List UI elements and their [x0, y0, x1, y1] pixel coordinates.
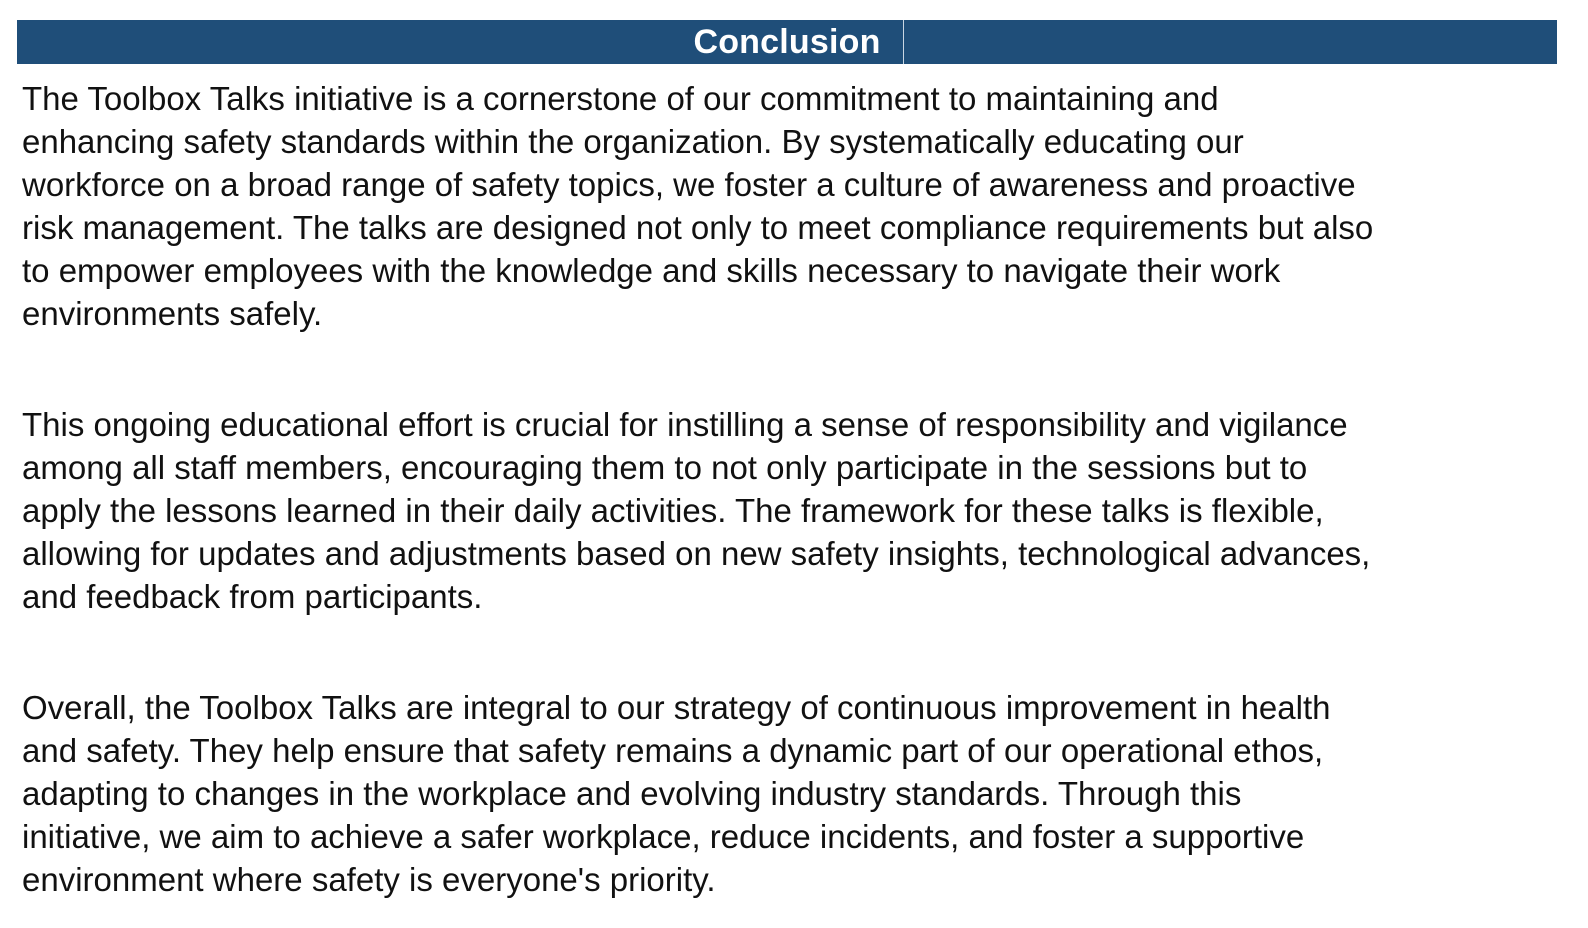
- paragraph-3: Overall, the Toolbox Talks are integral to our strategy of continuous improvement in health and safety. They help ensure that safety remains a dynamic part of our operational ethos, adapting to changes in the workplace and evolving industry standards. Through this initiative, we aim to achieve a safer workplace, reduce incidents, and foster a supportive environment where safety is everyone's priority.: [22, 689, 1331, 898]
- section-title: Conclusion: [693, 23, 881, 61]
- paragraph-2: This ongoing educational effort is crucial for instilling a sense of responsibility and vigilance among all staff members, encouraging them to not only participate in the sessions but to apply the lessons learned in their daily activities. The framework for these talks is flexible, allowing for updates and adjustments based on new safety insights, technological advances, and feedback from participants.: [22, 406, 1371, 615]
- cell-divider: [903, 20, 904, 64]
- section-header: [17, 20, 1557, 64]
- paragraph-spacer: [22, 618, 1562, 686]
- paragraph-1: The Toolbox Talks initiative is a cornerstone of our commitment to maintaining and enhancing safety standards within the organization. By systematically educating our workforce on a broad range of safety topics, we foster a culture of awareness and proactive risk management. The talks are designed not only to meet compliance requirements but also to empower employees with the knowledge and skills necessary to navigate their work environments safely.: [22, 80, 1374, 332]
- paragraph-spacer: [22, 335, 1562, 403]
- conclusion-body: [22, 77, 1562, 901]
